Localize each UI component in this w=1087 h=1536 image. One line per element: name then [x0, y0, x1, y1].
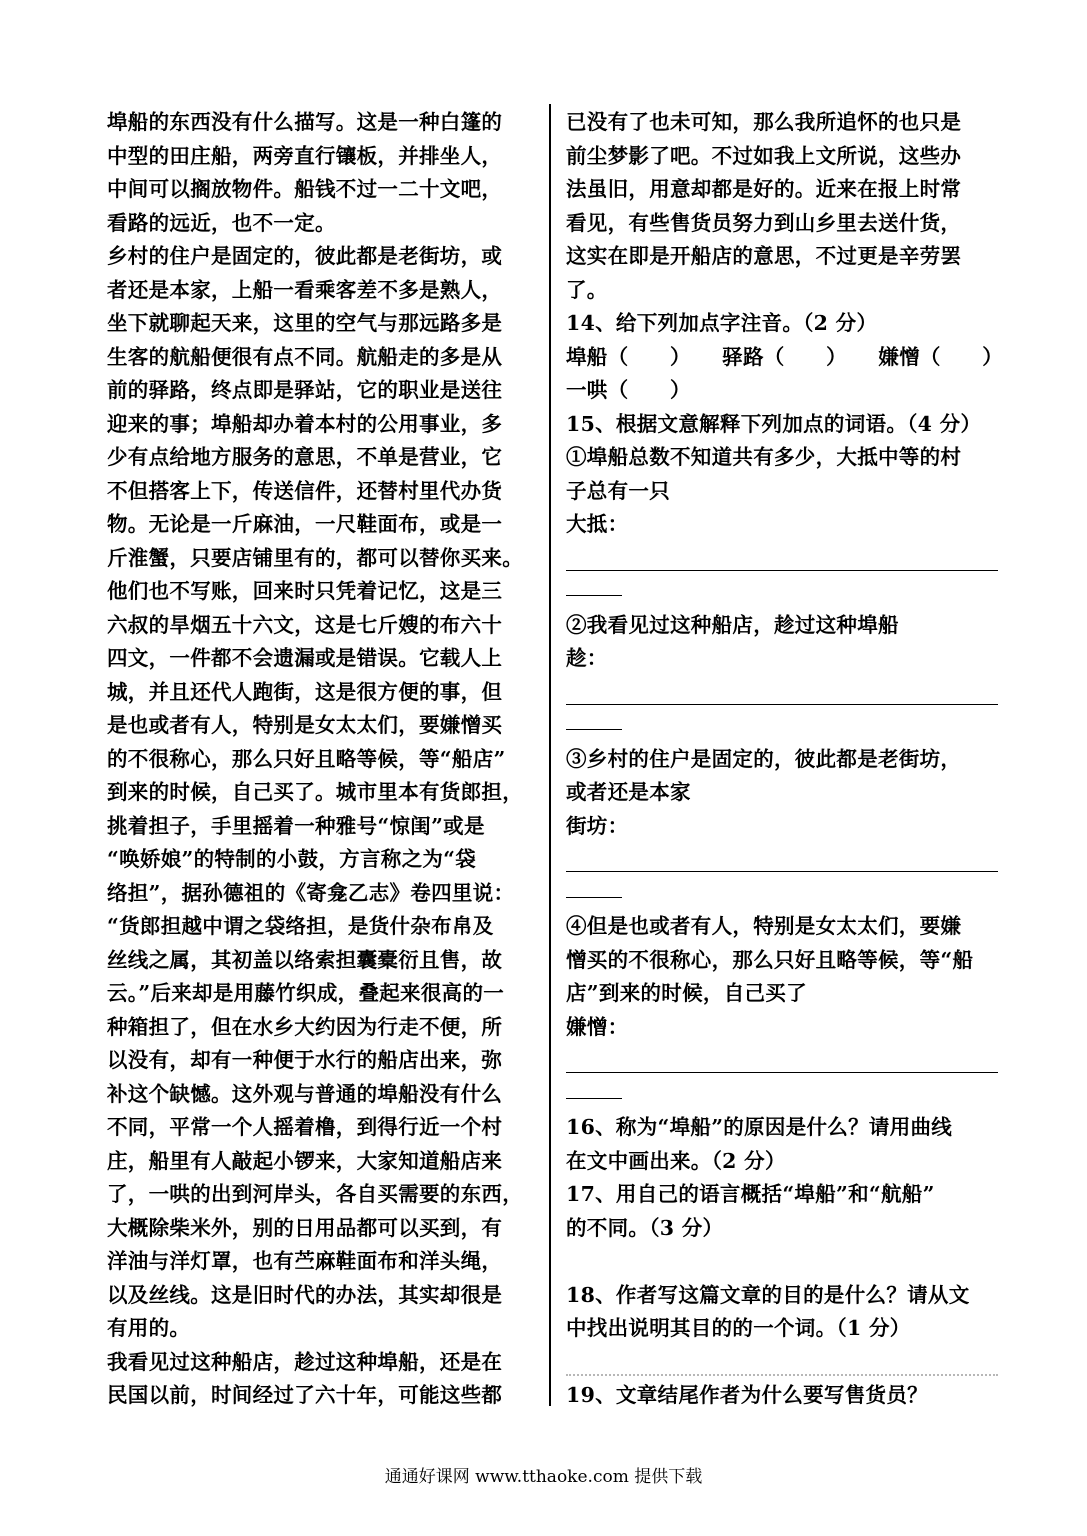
- answer-line-short[interactable]: [566, 1078, 998, 1112]
- passage-line: “货郎担越中谓之袋络担，是货什杂布帛及: [107, 914, 494, 938]
- right-column: [566, 106, 1004, 1413]
- passage-line: 他们也不写账，回来时只凭着记忆，这是三: [107, 579, 503, 603]
- passage-line: “唤娇娘”的特制的小鼓，方言称之为“袋: [107, 847, 477, 871]
- passage-line: 埠船的东西没有什么描写。这是一种白篷的: [107, 110, 503, 134]
- passage-line: 种箱担了，但在水乡大约因为行走不便，所: [107, 1014, 503, 1039]
- passage-line: 民国以前，时间经过了六十年，可能这些都: [107, 1383, 503, 1407]
- question-18: 中找出说明其目的的一个词。（1 分）: [566, 1316, 911, 1340]
- question-16: 16、称为“埠船”的原因是什么？请用曲线: [566, 1115, 953, 1139]
- answer-space-dotted[interactable]: [566, 1346, 998, 1380]
- answer-line-short[interactable]: [566, 709, 998, 743]
- passage-line: 者还是本家，上船一看乘客差不多是熟人，: [107, 277, 503, 302]
- passage-line: 这实在即是开船店的意思，不过更是辛劳罢: [566, 244, 962, 268]
- passage-line: 了，一哄的出到河岸头，各自买需要的东西，: [107, 1182, 523, 1206]
- question-15-4: 店”到来的时候，自己买了: [566, 981, 807, 1005]
- passage-line: 前尘梦影了吧。不过如我上文所说，这些办: [566, 143, 962, 168]
- passage-line: 了。: [566, 277, 608, 302]
- question-15-1: 子总有一只: [566, 478, 670, 503]
- column-divider: [549, 104, 551, 1406]
- answer-line-short[interactable]: [566, 575, 998, 609]
- question-14-items: 埠船（ ） 驿路（ ） 嫌憎（ ）: [566, 344, 1004, 369]
- question-15-3: ③乡村的住户是固定的，彼此都是老街坊，: [566, 746, 962, 771]
- passage-line: 乡村的住户是固定的，彼此都是老街坊，或: [107, 244, 503, 268]
- question-15-4: ④但是也或者有人，特别是女太太们，要嫌: [566, 914, 962, 938]
- question-14: 14、给下列加点字注音。（2 分）: [566, 311, 878, 335]
- question-15-3: 或者还是本家: [566, 780, 691, 804]
- answer-label-dadi: 大抵：: [566, 512, 629, 536]
- answer-line[interactable]: [566, 676, 998, 710]
- passage-line: 是也或者有人，特别是女太太们，要嫌憎买: [107, 713, 503, 737]
- question-15-4: 憎买的不很称心，那么只好且略等候，等“船: [566, 947, 974, 972]
- passage-line: 六叔的旱烟五十六文，这是七斤嫂的布六十: [107, 612, 503, 637]
- question-17: 17、用自己的语言概括“埠船”和“航船”: [566, 1182, 935, 1206]
- passage-line: 前的驿路，终点即是驿站，它的职业是送往: [107, 378, 503, 402]
- passage-line: 看见，有些售货员努力到山乡里去送什货，: [566, 210, 962, 235]
- passage-line: 中间可以搁放物件。船钱不过一二十文吧，: [107, 177, 503, 201]
- passage-line: 不但搭客上下，传送信件，还替村里代办货: [107, 478, 503, 503]
- passage-line: 已没有了也未可知，那么我所追怀的也只是: [566, 110, 962, 134]
- answer-line-short[interactable]: [566, 877, 998, 911]
- passage-line: 斤淮蟹，只要店铺里有的，都可以替你买来。: [107, 545, 523, 570]
- answer-space[interactable]: [566, 1245, 998, 1279]
- passage-line: 丝线之属，其初盖以络索担囊橐衍且售，故: [107, 947, 503, 972]
- passage-line: 以及丝线。这是旧时代的办法，其实却很是: [107, 1282, 503, 1307]
- passage-line: 有用的。: [107, 1316, 191, 1340]
- question-19: 19、文章结尾作者为什么要写售货员？: [566, 1383, 928, 1407]
- answer-line[interactable]: [566, 843, 998, 877]
- passage-line: 络担”，据孙德祖的《寄龛乙志》卷四里说：: [107, 880, 515, 905]
- left-column: [107, 106, 537, 1413]
- answer-label-jiefang: 街坊：: [566, 813, 629, 838]
- question-15-1: ①埠船总数不知道共有多少，大抵中等的村: [566, 445, 962, 469]
- passage-line: 挑着担子，手里摇着一种雅号“惊闺”或是: [107, 813, 485, 838]
- answer-line[interactable]: [566, 1044, 998, 1078]
- question-15-2: ②我看见过这种船店，趁过这种埠船: [566, 612, 899, 637]
- passage-line: 生客的航船便很有点不同。航船走的多是从: [107, 344, 503, 369]
- passage-line: 大概除柴米外，别的日用品都可以买到，有: [107, 1215, 503, 1240]
- passage-line: 以没有，却有一种便于水行的船店出来，弥: [107, 1048, 503, 1072]
- passage-line: 补这个缺憾。这外观与普通的埠船没有什么: [107, 1081, 503, 1106]
- passage-line: 到来的时候，自己买了。城市里本有货郎担，: [107, 780, 523, 804]
- answer-label-xianzeng: 嫌憎：: [566, 1014, 629, 1039]
- passage-line: 洋油与洋灯罩，也有苎麻鞋面布和洋头绳，: [107, 1249, 503, 1273]
- passage-line: 我看见过这种船店，趁过这种埠船，还是在: [107, 1349, 503, 1374]
- passage-line: 中型的田庄船，两旁直行镶板，并排坐人，: [107, 143, 503, 168]
- answer-line[interactable]: [566, 542, 998, 576]
- passage-line: 看路的远近，也不一定。: [107, 210, 336, 235]
- passage-line: 四文，一件都不会遗漏或是错误。它载人上: [107, 646, 503, 670]
- passage-line: 城，并且还代人跑街，这是很方便的事，但: [107, 679, 503, 704]
- passage-line: 坐下就聊起天来，这里的空气与那远路多是: [107, 311, 503, 335]
- question-17: 的不同。（3 分）: [566, 1215, 724, 1240]
- passage-line: 庄，船里有人敲起小锣来，大家知道船店来: [107, 1148, 503, 1173]
- question-15: 15、根据文意解释下列加点的词语。（4 分）: [566, 411, 982, 436]
- passage-line: 法虽旧，用意却都是好的。近来在报上时常: [566, 177, 962, 201]
- question-18: 18、作者写这篇文章的目的是什么？请从文: [566, 1282, 970, 1307]
- passage-line: 物。无论是一斤麻油，一尺鞋面布，或是一: [107, 512, 503, 536]
- question-14-items: 一哄（ ）: [566, 378, 691, 402]
- passage-line: 的不很称心，那么只好且略等候，等“船店”: [107, 746, 506, 771]
- passage-line: 少有点给地方服务的意思，不单是营业，它: [107, 445, 503, 469]
- page-footer: 通通好课网 www.tthaoke.com 提供下载: [384, 1467, 703, 1487]
- passage-line: 迎来的事；埠船却办着本村的公用事业，多: [107, 411, 503, 436]
- passage-line: 云。”后来却是用藤竹织成，叠起来很高的一: [107, 981, 505, 1005]
- answer-label-chen: 趁：: [566, 646, 608, 670]
- question-16: 在文中画出来。（2 分）: [566, 1148, 786, 1173]
- passage-line: 不同，平常一个人摇着橹，到得行近一个村: [107, 1115, 503, 1139]
